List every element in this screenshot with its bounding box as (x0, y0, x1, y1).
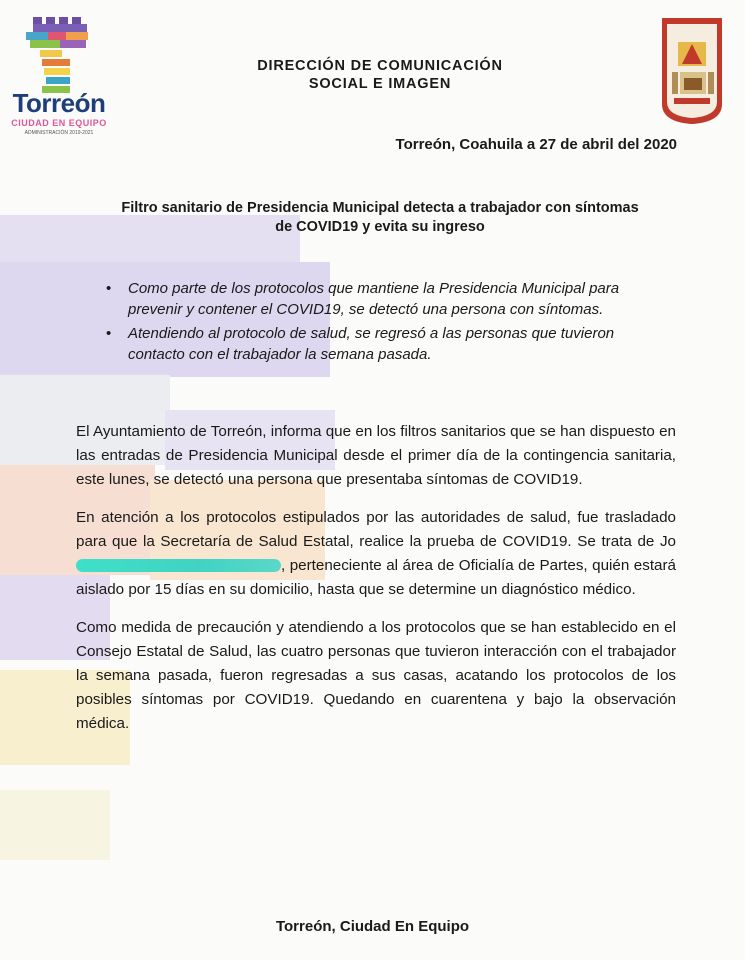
dateline: Torreón, Coahuila a 27 de abril del 2020 (395, 136, 677, 153)
bullet-item: • Atendiendo al protocolo de salud, se regresó a las personas que tuvieron contacto con el trabajador la semana pasada. (106, 323, 674, 365)
signoff: Torreón, Ciudad En Equipo (275, 918, 470, 935)
torreon-logo (0, 10, 120, 140)
headline-line-1: Filtro sanitario de Presidencia Municipal detecta a trabajador con síntomas (121, 200, 639, 216)
headline (80, 199, 680, 237)
department-header (200, 57, 560, 93)
logo-name: Torreón (12, 88, 106, 118)
coat-of-arms-icon (660, 14, 724, 126)
header-line-1: DIRECCIÓN DE COMUNICACIÓN (257, 58, 503, 74)
paragraph-2-end: , perteneciente al área de Oficialía de Partes, quién estará aislado por 15 días en su domicilio, hasta que se determine un diagnóstico médico. (76, 557, 676, 598)
bullet-item: • Como parte de los protocolos que mantiene la Presidencia Municipal para prevenir y contener el COVID19, se detectó una persona con síntomas. (106, 278, 674, 320)
bg-block-cream (0, 790, 110, 860)
header-line-2: SOCIAL E IMAGEN (308, 76, 452, 92)
paragraph-3: Como medida de precaución y atendiendo a los protocolos que se han establecido en el Consejo Estatal de Salud, las cuatro personas que tuvieron interacción con el trabajador la semana pasada, fueron regresadas a sus casas, acatando los protocolos de los posibles síntomas por COVID19. Quedando en cuarentena y bajo la observación médica. (76, 619, 676, 732)
logo-tagline: CIUDAD EN EQUIPO (11, 118, 107, 128)
paragraph-2-start: En atención a los protocolos estipulados por las autoridades de salud, fue trasladado para que la Secretaría de Salud Estatal, realice la prueba de COVID19. Se trata de Jo (76, 509, 676, 550)
coat-of-arms (660, 14, 724, 126)
headline-line-2: de COVID19 y evita su ingreso (275, 219, 485, 235)
article-body (76, 420, 676, 750)
paragraph-1: El Ayuntamiento de Torreón, informa que en los filtros sanitarios que se han dispuesto en las entradas de Presidencia Municipal desde el primer día de la contingencia sanitaria, este lunes, se detectó una persona que presentaba síntomas de COVID19. (76, 423, 676, 488)
logo-subtitle: ADMINISTRACIÓN 2019-2021 (24, 130, 94, 136)
summary-bullets (106, 278, 674, 368)
redaction-mark (76, 559, 281, 572)
paragraph-2 (76, 506, 676, 602)
